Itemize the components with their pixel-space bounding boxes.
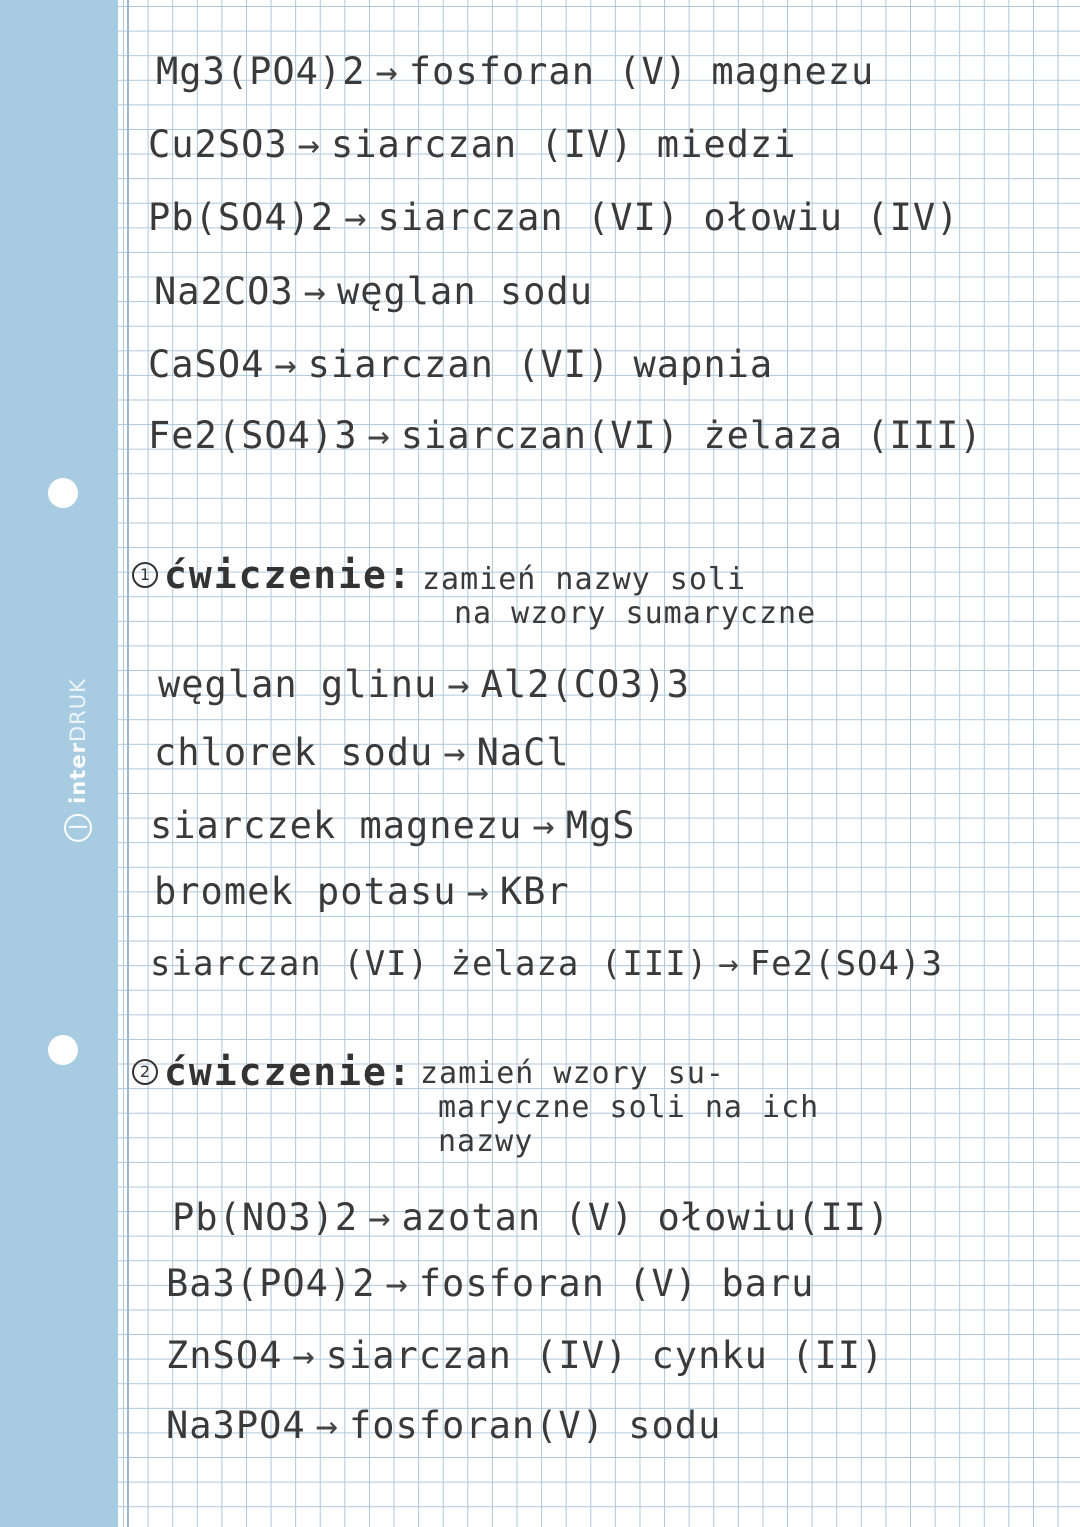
exercise-number: 2 — [132, 1059, 158, 1085]
formula: Na2CO3 — [154, 270, 294, 313]
grid-sheet — [118, 0, 1080, 1527]
exercise-title: ćwiczenie: — [164, 553, 413, 597]
arrow-icon: → — [297, 123, 321, 166]
list-item — [150, 806, 636, 846]
list-item — [154, 272, 593, 312]
formula: Fe2(SO4)3 — [749, 944, 943, 984]
salt-name: siarczan (VI) żelaza (III) — [150, 944, 709, 984]
salt-name: fosforan (V) baru — [418, 1262, 815, 1305]
formula: Al2(CO3)3 — [480, 663, 691, 706]
salt-name: siarczek magnezu — [150, 804, 523, 847]
list-item — [158, 665, 690, 705]
exercise-2-instruction: maryczne soli na ich — [438, 1090, 820, 1125]
exercise-2-header — [132, 1050, 413, 1094]
salt-name: azotan (V) ołowiu(II) — [401, 1196, 891, 1239]
formula: Ba3(PO4)2 — [166, 1262, 376, 1305]
list-item — [148, 345, 773, 385]
margin-strip — [0, 0, 118, 1527]
formula: ZnSO4 — [166, 1334, 283, 1377]
formula: Mg3(PO4)2 — [156, 50, 366, 93]
exercise-1-instruction: zamień nazwy soli — [422, 562, 747, 597]
exercise-1-instruction: na wzory sumaryczne — [454, 596, 817, 631]
punch-hole — [48, 1035, 78, 1065]
arrow-icon: → — [274, 343, 298, 386]
list-item — [166, 1336, 884, 1376]
formula: MgS — [565, 804, 636, 847]
arrow-icon: → — [718, 944, 740, 984]
list-item — [148, 125, 796, 165]
arrow-icon: → — [447, 663, 471, 706]
salt-name: fosforan (V) magnezu — [408, 50, 875, 93]
salt-name: siarczan(VI) żelaza (III) — [400, 414, 983, 457]
list-item — [166, 1264, 814, 1304]
salt-name: węglan sodu — [336, 270, 593, 313]
formula: Na3PO4 — [166, 1404, 306, 1447]
arrow-icon: → — [532, 804, 556, 847]
arrow-icon: → — [368, 1196, 392, 1239]
brand-logo: inter DRUK — [64, 678, 92, 842]
formula: Cu2SO3 — [148, 123, 288, 166]
arrow-icon: → — [315, 1404, 339, 1447]
formula: Pb(SO4)2 — [148, 196, 335, 239]
exercise-1-header — [132, 553, 413, 597]
arrow-icon: → — [303, 270, 327, 313]
list-item — [148, 416, 983, 456]
salt-name: siarczan (VI) ołowiu (IV) — [377, 196, 960, 239]
arrow-icon: → — [385, 1262, 409, 1305]
exercise-title: ćwiczenie: — [164, 1050, 413, 1094]
punch-hole — [48, 478, 78, 508]
formula: CaSO4 — [148, 343, 265, 386]
exercise-number: 1 — [132, 562, 158, 588]
arrow-icon: → — [466, 870, 490, 913]
salt-name: bromek potasu — [154, 870, 457, 913]
formula: NaCl — [476, 731, 570, 774]
list-item — [166, 1406, 721, 1446]
list-item — [148, 198, 959, 238]
formula: Fe2(SO4)3 — [148, 414, 358, 457]
globe-icon — [64, 814, 92, 842]
arrow-icon: → — [292, 1334, 316, 1377]
exercise-2-instruction: nazwy — [438, 1124, 534, 1159]
list-item — [150, 944, 943, 984]
salt-name: fosforan(V) sodu — [348, 1404, 722, 1447]
salt-name: węglan glinu — [158, 663, 438, 706]
arrow-icon: → — [443, 731, 467, 774]
arrow-icon: → — [375, 50, 399, 93]
formula: KBr — [499, 870, 570, 913]
arrow-icon: → — [344, 196, 368, 239]
list-item — [154, 872, 570, 912]
list-item — [154, 733, 570, 773]
salt-name: siarczan (IV) cynku (II) — [325, 1334, 885, 1377]
list-item — [156, 52, 874, 92]
formula: Pb(NO3)2 — [172, 1196, 359, 1239]
exercise-2-instruction: zamień wzory su- — [420, 1056, 725, 1091]
salt-name: siarczan (IV) miedzi — [330, 123, 797, 166]
salt-name: siarczan (VI) wapnia — [307, 343, 774, 386]
arrow-icon: → — [367, 414, 391, 457]
salt-name: chlorek sodu — [154, 731, 434, 774]
list-item — [172, 1198, 890, 1238]
